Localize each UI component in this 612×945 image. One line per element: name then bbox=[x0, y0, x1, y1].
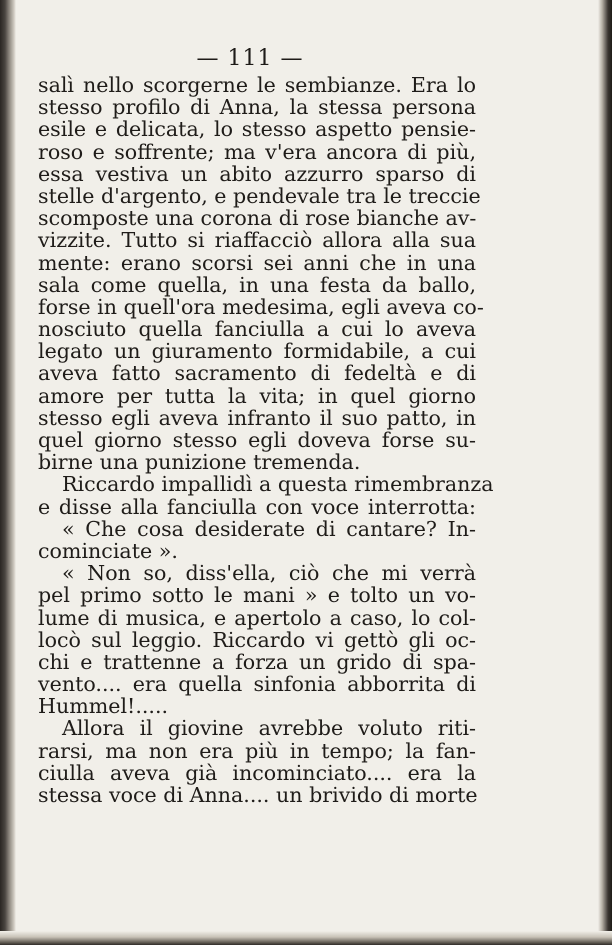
text-line: chi e trattenne a forza un grido di spa- bbox=[38, 649, 476, 674]
text-line: birne una punizione tremenda. bbox=[38, 450, 361, 475]
text-line: roso e soffrente; ma v'era ancora di più, bbox=[38, 139, 476, 164]
text-line: stelle d'argento, e pendevale tra le treccie bbox=[38, 183, 481, 208]
page-binding-shadow bbox=[0, 0, 16, 945]
text-line: stessa voce di Anna.... un brivido di morte bbox=[38, 783, 478, 807]
text-line: stesso profilo di Anna, la stessa persona bbox=[38, 95, 476, 120]
text-line: vizzite. Tutto si riaffacciò allora alla sua bbox=[38, 228, 476, 253]
text-line: stesso egli aveva infranto il suo patto, in bbox=[38, 405, 476, 430]
text-line: legato un giuramento formidabile, a cui bbox=[38, 339, 476, 364]
text-line: nosciuto quella fanciulla a cui lo aveva bbox=[38, 317, 476, 342]
text-line: salì nello scorgerne le sembianze. Era lo bbox=[38, 73, 476, 97]
text-line: amore per tutta la vita; in quel giorno bbox=[38, 383, 476, 408]
text-line: mente: erano scorsi sei anni che in una bbox=[38, 250, 476, 275]
text-line: aveva fatto sacramento di fedeltà e di bbox=[38, 361, 476, 386]
text-line: lume di musica, e apertolo a caso, lo col- bbox=[38, 605, 476, 630]
page-number: — 111 — bbox=[196, 46, 304, 71]
text-line: Riccardo impallidì a questa rimembranza bbox=[62, 472, 494, 497]
page-bottom-edge-shadow bbox=[0, 931, 612, 945]
text-line: esile e delicata, lo stesso aspetto pensie- bbox=[38, 117, 476, 142]
text-line: e disse alla fanciulla con voce interrotta: bbox=[38, 494, 476, 519]
text-line: sala come quella, in una festa da ballo, bbox=[38, 272, 476, 297]
text-line: scomposte una corona di rose bianche av- bbox=[38, 206, 477, 231]
text-line: « Non so, diss'ella, ciò che mi verrà bbox=[62, 561, 476, 586]
text-line: vento.... era quella sinfonia abborrita di bbox=[38, 672, 476, 697]
text-line: Hummel!..... bbox=[38, 694, 169, 719]
page-right-edge-shadow bbox=[598, 0, 612, 945]
text-line: ciulla aveva già incominciato.... era la bbox=[38, 760, 476, 785]
text-line: quel giorno stesso egli doveva forse su- bbox=[38, 428, 476, 452]
text-line: « Che cosa desiderate di cantare? In- bbox=[62, 516, 476, 541]
body-text bbox=[38, 73, 494, 807]
text-line: locò sul leggio. Riccardo vi gettò gli oc- bbox=[38, 627, 476, 652]
text-line: Allora il giovine avrebbe voluto riti- bbox=[62, 716, 476, 741]
text-line: pel primo sotto le mani » e tolto un vo- bbox=[38, 583, 476, 608]
text-line: essa vestiva un abito azzurro sparso di bbox=[38, 161, 476, 186]
text-line: forse in quell'ora medesima, egli aveva co- bbox=[38, 294, 484, 319]
text-line: rarsi, ma non era più in tempo; la fan- bbox=[38, 738, 476, 763]
text-line: cominciate ». bbox=[38, 538, 178, 563]
